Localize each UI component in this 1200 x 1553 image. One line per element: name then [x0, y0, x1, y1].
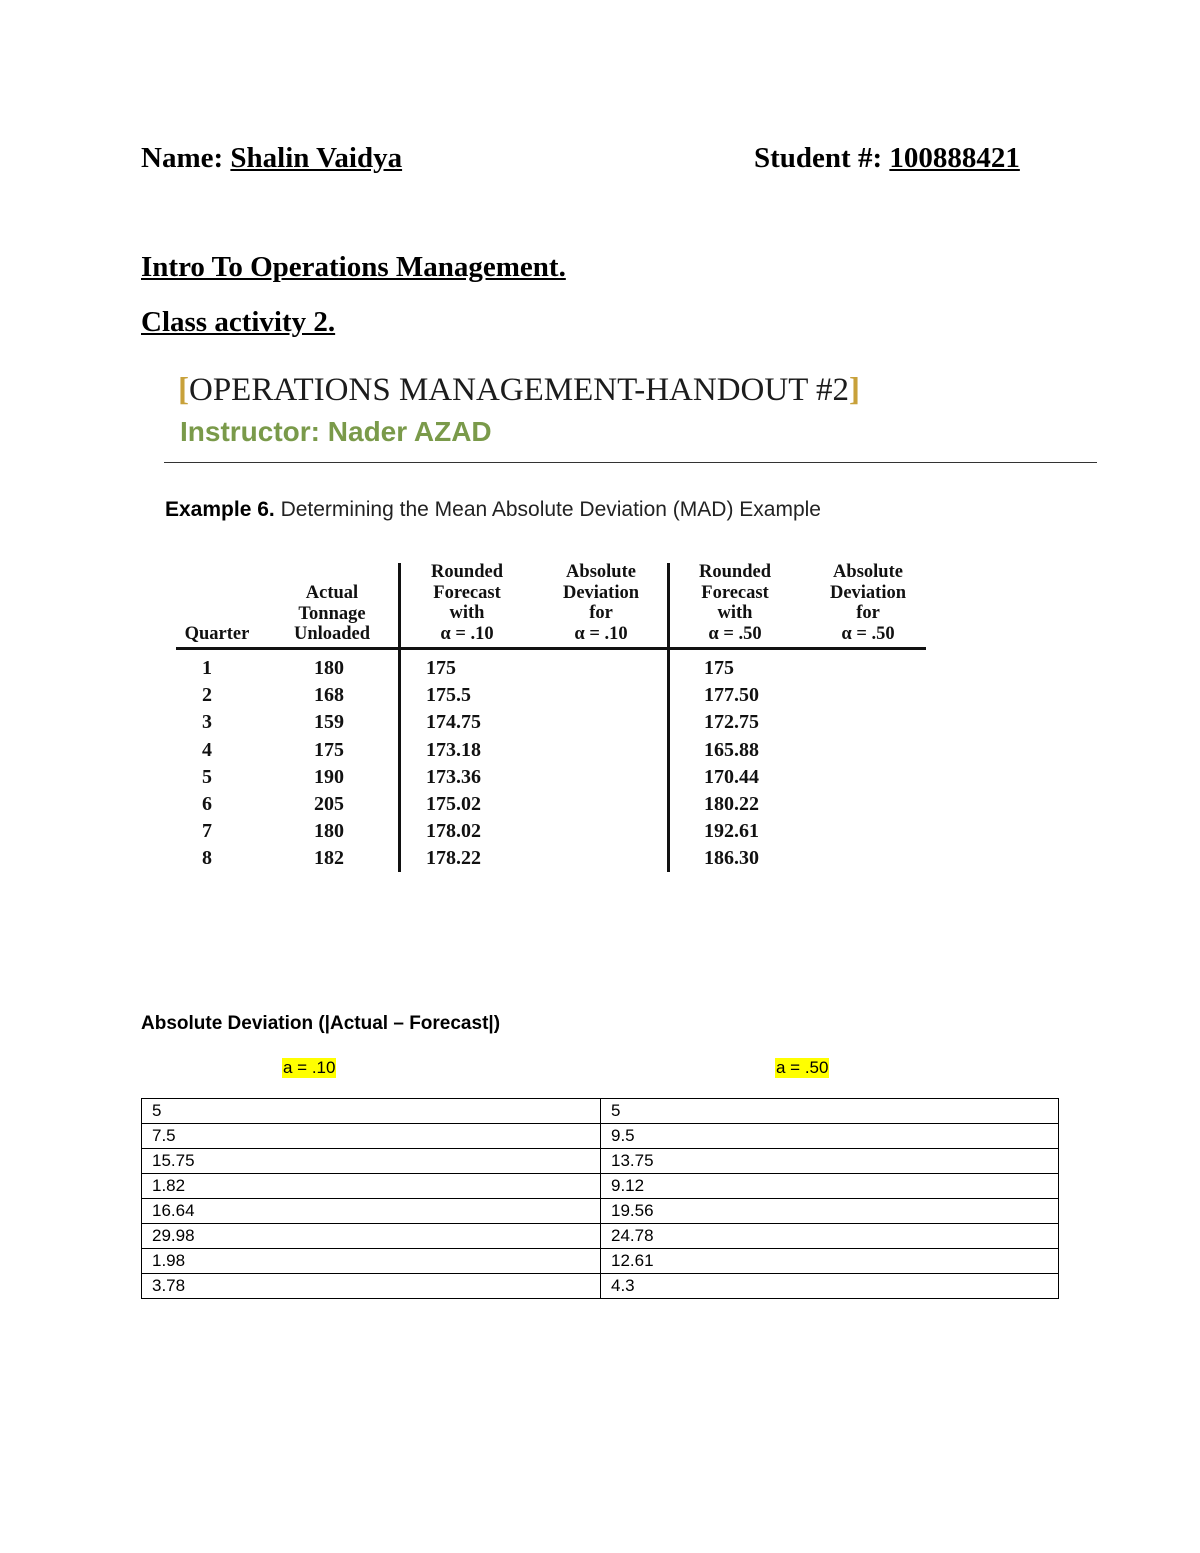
activity-title: Class activity 2.	[141, 306, 336, 338]
divider	[164, 462, 1097, 463]
actual-cell: 168	[314, 684, 344, 707]
actual-cell: 190	[314, 765, 344, 788]
bracket-open: [	[178, 372, 189, 408]
forecast-50-cell: 177.50	[704, 684, 759, 707]
example-label: Example 6.	[165, 498, 275, 521]
header-line: Deviation	[829, 582, 907, 603]
actual-cell: 182	[314, 847, 344, 870]
table-row	[142, 1199, 1059, 1224]
header-line: Tonnage	[298, 603, 366, 624]
forecast-10-cell: 174.75	[426, 711, 481, 734]
actual-cell: 159	[314, 711, 344, 734]
header-forecast-10	[412, 562, 522, 644]
table-row	[142, 1174, 1059, 1199]
absolute-deviation-table-body	[142, 1099, 1059, 1299]
student-name: Shalin Vaidya	[230, 142, 403, 174]
deviation-alpha-50-cell: 5	[601, 1099, 1059, 1124]
table-row	[142, 1099, 1059, 1124]
header-deviation-50	[813, 562, 923, 644]
deviation-alpha-10-cell: 3.78	[142, 1274, 601, 1299]
forecast-50-cell: 170.44	[704, 765, 759, 788]
header-line: for	[856, 603, 880, 623]
actual-cell: 205	[314, 793, 344, 815]
student-number: 100888421	[889, 142, 1020, 174]
forecast-50-cell: 165.88	[704, 738, 759, 761]
forecast-50-cell: 172.75	[704, 711, 759, 734]
example-heading	[165, 498, 821, 522]
deviation-alpha-10-cell: 29.98	[142, 1224, 601, 1249]
quarter-cell: 5	[202, 765, 212, 788]
table-row	[142, 1274, 1059, 1299]
column-divider	[667, 563, 670, 872]
header-line: α = .50	[841, 623, 895, 644]
actual-cell: 180	[314, 820, 344, 843]
header-forecast-50	[680, 562, 790, 644]
deviation-alpha-10-cell: 15.75	[142, 1149, 601, 1174]
header-line: Forecast	[433, 582, 501, 603]
quarter-cell: 8	[202, 847, 212, 870]
header-rule	[176, 647, 926, 650]
quarter-cell: 1	[202, 657, 212, 679]
header-line: α = .10	[574, 623, 628, 644]
course-title: Intro To Operations Management.	[141, 251, 566, 283]
deviation-alpha-10-cell: 5	[142, 1099, 601, 1124]
deviation-alpha-50-cell: 12.61	[601, 1249, 1059, 1274]
deviation-alpha-50-cell: 24.78	[601, 1224, 1059, 1249]
forecast-50-cell: 175	[704, 657, 734, 679]
forecast-10-cell: 173.18	[426, 738, 481, 761]
handout-title-text: OPERATIONS MANAGEMENT-HANDOUT #2	[189, 372, 850, 408]
header-deviation-10	[546, 562, 656, 644]
forecast-10-cell: 178.22	[426, 847, 481, 870]
deviation-alpha-10-cell: 1.82	[142, 1174, 601, 1199]
header-line: α = .10	[440, 623, 494, 644]
deviation-alpha-50-cell: 13.75	[601, 1149, 1059, 1174]
quarter-cell: 2	[202, 684, 212, 707]
header-line: with	[717, 603, 753, 623]
header-actual	[282, 583, 382, 645]
forecast-50-cell: 186.30	[704, 847, 759, 870]
name-line	[141, 142, 402, 175]
alpha-50-label: a = .50	[776, 1058, 829, 1077]
name-label: Name:	[141, 142, 231, 174]
header-quarter-text: Quarter	[184, 624, 250, 644]
actual-cell: 175	[314, 738, 344, 761]
column-divider	[398, 563, 401, 872]
quarter-cell: 3	[202, 711, 212, 734]
absolute-deviation-title: Absolute Deviation (|Actual – Forecast|)	[141, 1013, 501, 1034]
header-line: Deviation	[562, 582, 640, 603]
table-row	[142, 1249, 1059, 1274]
header-line: Forecast	[701, 582, 769, 603]
table-row	[142, 1224, 1059, 1249]
forecast-10-cell: 175	[426, 657, 456, 679]
header-line: Absolute	[566, 562, 636, 582]
student-number-label: Student #:	[754, 142, 890, 174]
deviation-alpha-10-cell: 16.64	[142, 1199, 601, 1224]
table-row	[142, 1124, 1059, 1149]
quarter-cell: 7	[202, 820, 212, 843]
deviation-alpha-50-cell: 9.12	[601, 1174, 1059, 1199]
forecast-10-cell: 175.5	[426, 684, 471, 707]
handout-title	[178, 372, 860, 409]
bracket-close: ]	[849, 372, 861, 408]
deviation-alpha-10-cell: 1.98	[142, 1249, 601, 1274]
header-line: Unloaded	[293, 624, 371, 644]
forecast-10-cell: 178.02	[426, 820, 481, 843]
deviation-alpha-10-cell: 7.5	[142, 1124, 601, 1149]
example-text: Determining the Mean Absolute Deviation (MAD) Example	[274, 498, 821, 521]
forecast-50-cell: 192.61	[704, 820, 759, 843]
header-line: with	[449, 603, 485, 623]
header-line: α = .50	[708, 623, 762, 644]
student-number-line	[754, 142, 1020, 175]
quarter-cell: 6	[202, 793, 212, 815]
instructor-name: Instructor: Nader AZAD	[180, 416, 492, 447]
deviation-alpha-50-cell: 9.5	[601, 1124, 1059, 1149]
header-line: Absolute	[833, 562, 903, 582]
forecast-10-cell: 173.36	[426, 765, 481, 788]
header-quarter	[176, 624, 258, 645]
actual-cell: 180	[314, 657, 344, 679]
alpha-10-label: a = .10	[283, 1058, 336, 1077]
absolute-deviation-table	[141, 1098, 1059, 1299]
deviation-alpha-50-cell: 19.56	[601, 1199, 1059, 1224]
deviation-alpha-50-cell: 4.3	[601, 1274, 1059, 1299]
forecast-10-cell: 175.02	[426, 793, 481, 815]
header-line: Actual	[305, 583, 359, 603]
forecast-50-cell: 180.22	[704, 793, 759, 815]
table-row	[142, 1149, 1059, 1174]
header-line: Rounded	[431, 562, 503, 582]
quarter-cell: 4	[202, 738, 212, 761]
header-line: for	[589, 603, 613, 623]
textbook-table	[176, 558, 926, 876]
header-line: Rounded	[699, 562, 771, 582]
